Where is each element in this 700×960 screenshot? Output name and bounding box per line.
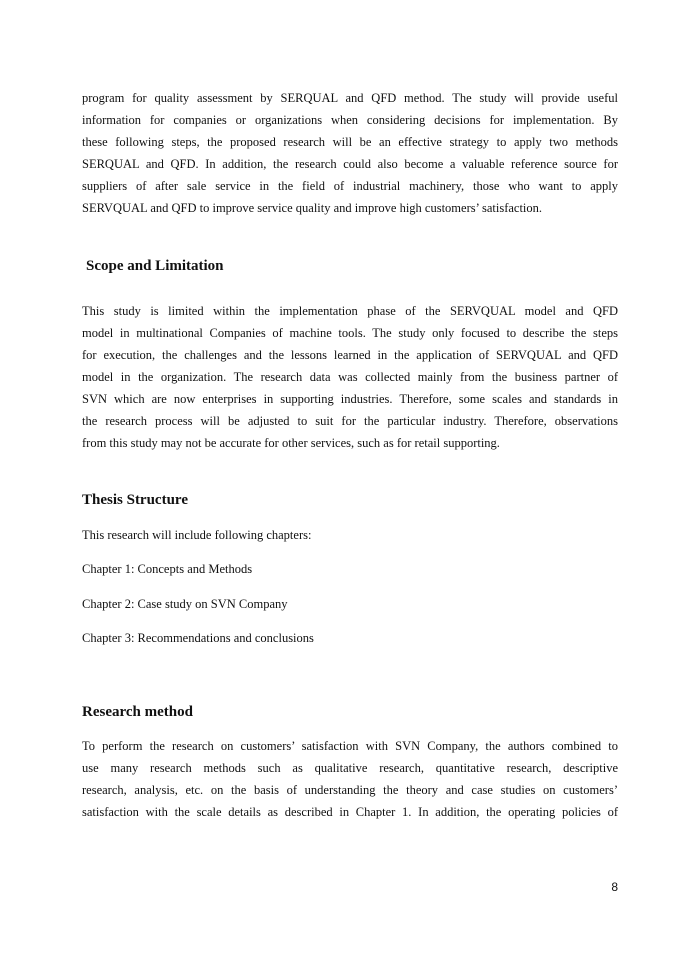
research-method-heading: Research method [82,704,193,720]
paragraph-line: To perform the research on customers’ satisfaction with SVN Company, the authors combined to [82,739,618,753]
research-method-paragraph [82,735,618,823]
chapter-item: Chapter 2: Case study on SVN Company [82,597,288,611]
paragraph-line: from this study may not be accurate for other services, such as for retail supporting. [82,436,500,450]
scope-paragraph [82,300,618,454]
paragraph-line: This study is limited within the implementation phase of the SERVQUAL model and QFD [82,304,618,318]
thesis-structure-intro: This research will include following chapters: [82,528,312,542]
page-number: 8 [611,880,618,894]
scope-heading: Scope and Limitation [86,258,224,274]
paragraph-line: these following steps, the proposed research will be an effective strategy to apply two methods [82,135,618,149]
paragraph-line: SERQUAL and QFD. In addition, the research could also become a valuable reference source for [82,157,618,171]
paragraph-line: SVN which are now enterprises in supporting industries. Therefore, some scales and standards in [82,392,618,406]
paragraph-line: research, analysis, etc. on the basis of understanding the theory and case studies on customers’ [82,783,618,797]
paragraph-line: model in the organization. The research data was collected mainly from the business partner of [82,370,618,384]
paragraph-line: model in multinational Companies of machine tools. The study only focused to describe the steps [82,326,618,340]
chapter-item: Chapter 1: Concepts and Methods [82,562,253,576]
paragraph-line: satisfaction with the scale details as described in Chapter 1. In addition, the operating policies of [82,805,618,819]
intro-paragraph [82,87,618,219]
paragraph-line: program for quality assessment by SERQUAL and QFD method. The study will provide useful [82,91,618,105]
paragraph-line: suppliers of after sale service in the field of industrial machinery, those who want to apply [82,179,618,193]
paragraph-line: the research process will be adjusted to suit for the particular industry. Therefore, observations [82,414,618,428]
chapter-item: Chapter 3: Recommendations and conclusions [82,631,314,645]
paragraph-line: for execution, the challenges and the lessons learned in the application of SERVQUAL and QFD [82,348,618,362]
paragraph-line: SERVQUAL and QFD to improve service quality and improve high customers’ satisfaction. [82,201,543,215]
paragraph-line: use many research methods such as qualitative research, quantitative research, descriptive [82,761,618,775]
paragraph-line: information for companies or organizations when considering decisions for implementation. By [82,113,618,127]
thesis-structure-heading: Thesis Structure [82,492,188,508]
